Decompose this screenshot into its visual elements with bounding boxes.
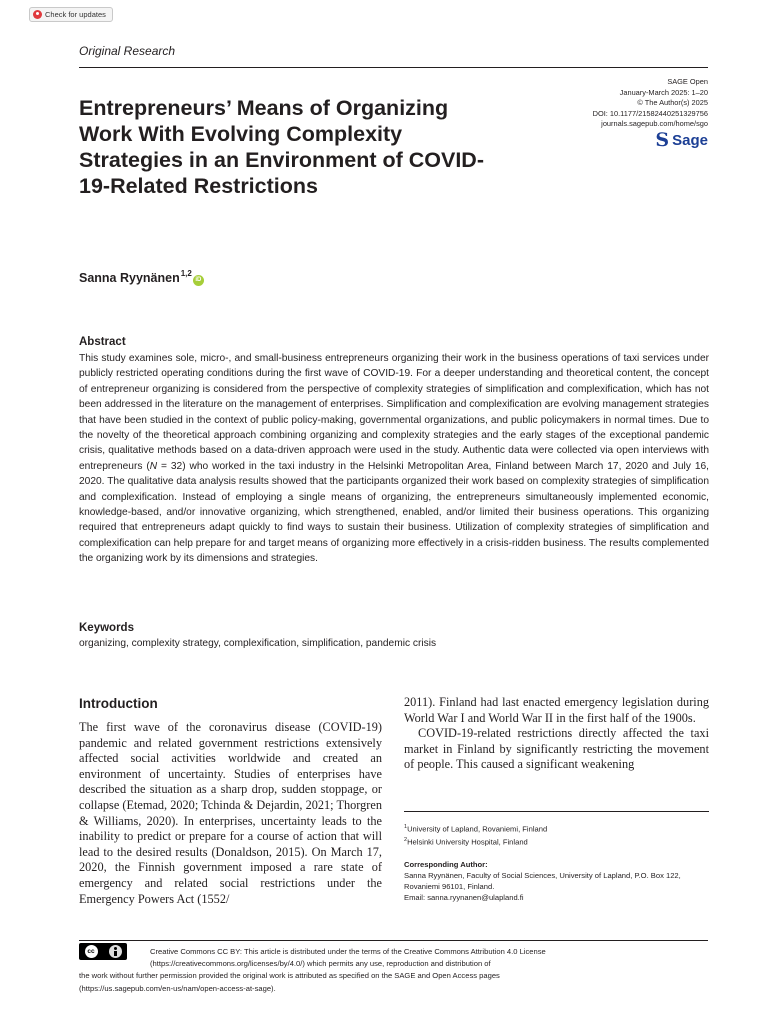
sage-logo-text: Sage [672,132,708,149]
author-line [79,271,204,286]
journal-url[interactable]: journals.sagepub.com/home/sgo [601,119,708,129]
abstract-n-symbol: N [149,460,158,472]
abstract-heading: Abstract [79,336,126,348]
cc-icon: cc [85,945,98,958]
journal-name: SAGE Open [667,77,708,86]
author-name: Sanna Ryynänen [79,271,180,285]
keywords-text: organizing, complexity strategy, complexification, simplification, pandemic crisis [79,638,437,649]
intro-paragraph-1-continued: 2011). Finland had last enacted emergency legislation during World War I and World War II in the first half of the 1900s. [404,695,709,725]
license-line-4[interactable]: (https://us.sagepub.com/en-us/nam/open-access-at-sage). [79,983,276,993]
journal-doi[interactable]: DOI: 10.1177/21582440251329756 [592,108,708,118]
intro-left-column [79,720,382,907]
affiliation-1 [404,822,547,835]
corresponding-author-email[interactable]: Email: sanna.ryynanen@ulapland.fi [404,893,524,902]
affiliation-1-mark: 1 [404,824,408,830]
corresponding-author-heading: Corresponding Author: [404,860,488,869]
journal-issue: January-March 2025: 1–20 [619,87,708,97]
check-for-updates-badge[interactable] [29,7,113,22]
affiliation-2-text: Helsinki University Hospital, Finland [407,837,528,847]
intro-paragraph-1: The first wave of the coronavirus disease (COVID-19) pandemic and related government restrictions extensively affected social activities worldwide and created an environment of uncertainty. Studies of enterprises have described the situation as a sharp drop, sudden stoppage, or collapse (Etemad, 2020; Tchinda & Dejardin, 2021; Thorgren & Williams, 2020). In enterprises, uncertainty leads to the inability to predict or prepare for a course of action that will lead to the desired results (Donaldson, 2015). On March 17, 2020, the Finnish government imposed a rare state of emergency and related social restrictions under the Emergency Powers Act (1552/ [79,720,382,906]
author-affiliation-marks: 1,2 [180,269,192,278]
affiliation-2 [404,835,547,848]
abstract-text-part-2: = 32) who worked in the taxi industry in the Helsinki Metropolitan Area, Finland between March 17, 2020 and July 16, 2020. The qualitative data analysis results showed that the participants organized their work based on complexity strategies of simplification and complexification. Instead of employing a single means of organizing, the entrepreneurs simultaneously implemented economic, knowledge-based, and/or innovative organizing, which strengthened, enabled, and/or limited their business operations. This organizing required that entrepreneurs adapt quickly to find ways to sustain their business. Utilization of complexity strategies of simplification and complexification can help prepare for and target means of organizing more effectively in a crisis-ridden business. The results complemented the organizing work by its dimensions and strategies. [79,460,709,565]
license-line-2[interactable]: (https://creativecommons.org/licenses/by/4.0/) which permits any use, reproduction and distribution of [150,959,491,969]
intro-right-column [404,695,709,773]
update-icon [33,10,42,19]
sage-logo [655,131,708,150]
check-for-updates-label: Check for updates [45,10,106,19]
abstract-text-part-1: This study examines sole, micro-, and small-business entrepreneurs organizing their work in the business operations of taxi services under publicly restricted operating conditions during the first wave of COVID-19. For a deeper understanding and theoretical content, the concept of entrepreneur organizing is considered from the perspective of complexity strategies of simplification and complexification, which has not been addressed in the literature on the management of enterprises. Simplification and complexification are evolving management strategies that have been studied in the context of public policy-making, governmental organizations, and public policymakers in normal times. Due to the novelty of the theoretical approach combining organizing and complexity strategies and the early stages of the exceptional pandemic crisis, qualitative methods based on a data-driven approach were used in the study. Authentic data were collected via open interviews with entrepreneurs ( [79,353,709,472]
license-rule [79,940,708,941]
affiliation-2-mark: 2 [404,836,408,843]
abstract-text [79,351,709,567]
corresponding-author-address: Sanna Ryynänen, Faculty of Social Sciences, University of Lapland, P.O. Box 122, Rovaniemi 96101, Finland. [404,871,681,891]
journal-copyright: © The Author(s) 2025 [637,98,708,108]
header-rule [79,67,708,68]
license-text [79,946,708,995]
affiliation-1-text: University of Lapland, Rovaniemi, Finland [407,824,548,834]
article-title: Entrepreneurs’ Means of Organizing Work With Evolving Complexity Strategies in an Environment of COVID-19-Related Restrictions [79,96,484,198]
license-line-3: the work without further permission provided the original work is attributed as specified on the SAGE and Open Access pages [79,971,500,981]
introduction-heading: Introduction [79,696,158,711]
orcid-icon[interactable]: iD [193,275,204,286]
intro-paragraph-2: COVID-19-related restrictions directly affected the taxi market in Finland by significantly restricting the movement of people. This caused a significant weakening [404,726,709,772]
corresponding-author-details [404,870,709,903]
section-label: Original Research [79,44,176,58]
affiliations [404,822,547,847]
license-line-1: Creative Commons CC BY: This article is distributed under the terms of the Creative Commons Attribution 4.0 License [150,947,546,956]
keywords-heading: Keywords [79,622,134,634]
journal-info [593,77,708,130]
sage-s-icon: S [655,129,670,151]
footnote-rule [404,811,709,812]
